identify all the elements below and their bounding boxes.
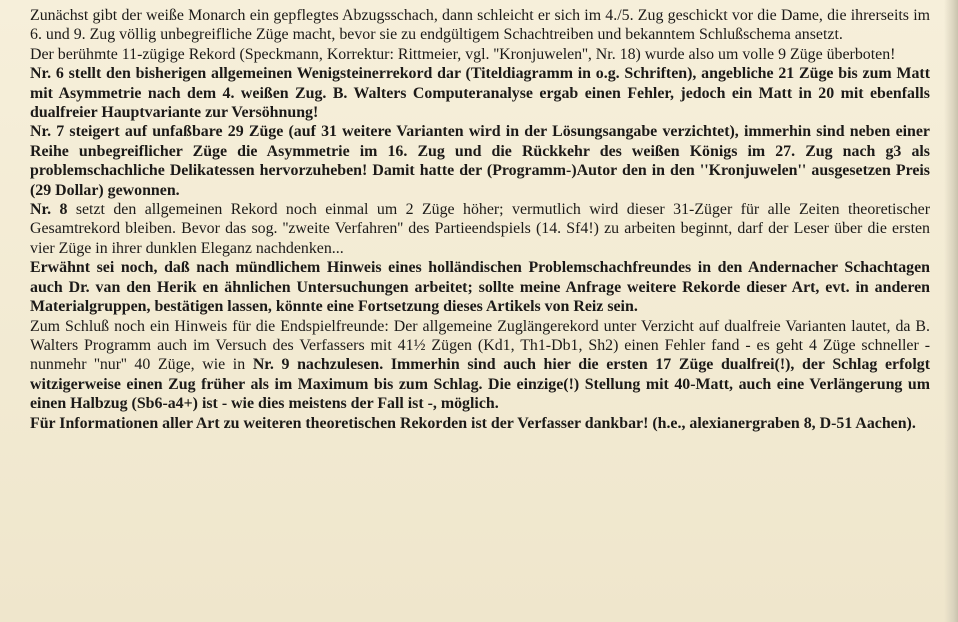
paragraph-informationen [30,414,930,433]
endspiel-text: Zum Schluß noch ein Hinweis für die Endspielfreunde: Der allgemeine Zuglängerekord unter Verzicht auf dualfreie Varianten lautet, da B. Walters Programm auch im Versuch des Verfassers mit 41½ Zügen (Kd1, Th1-Db1, Sh2) einen Fehler fand - es geht 4 Züge schneller - nunmehr ''nur'' 40 Züge, wie in [30,317,930,374]
informationen-text: Für Informationen aller Art zu weiteren theoretischen Rekorden ist der Verfasser dankbar! (h.e., alexianergraben 8, D-51 Aachen). [30,414,916,432]
nr9-label: Nr. 9 [252,356,290,374]
paragraph-2 [30,45,930,64]
paragraph-1-text: Zunächst gibt der weiße Monarch ein gepflegtes Abzugsschach, dann schleicht er sich im 4./5. Zug geschickt vor die Dame, die ihrerseits im 6. und 9. Zug völlig unbegreifliche Züge macht, bevor sie zu endgültigem Schachtreiben und bekanntem Schlußschema ansetzt. [30,7,930,44]
nr9-text: nachzulesen. Immerhin sind auch hier die ersten 17 Züge dualfrei(!), der Schlag erfolgt witzigerweise einen Zug früher als im Maximum bis zum Schlag. Die einzige(!) Stellung mit 40-Matt, auch eine Verlängerung um einen Halbzug (Sb6-a4+) ist - wie dies meistens der Fall ist -, möglich. [30,356,930,413]
paragraph-nr8 [30,200,930,258]
nr6-label: Nr. 6 [30,65,64,83]
paragraph-endspiel [30,317,930,414]
paragraph-2-text: Der berühmte 11-zügige Rekord (Speckmann, Korrektur: Rittmeier, vgl. ''Kronjuwelen'', Nr. 18) wurde also um volle 9 Züge überboten! [30,45,896,63]
nr8-text: setzt den allgemeinen Rekord noch einmal um 2 Züge höher; vermutlich wird dieser 31-Züger für alle Zeiten theoretischer Gesamtrekord bleiben. Bevor das sog. ''zweite Verfahren'' des Partieendspiels (14. Sf4!) zu arbeiten beginnt, darf der Leser über die ersten vier Züge in ihrer dunklen Eleganz nachdenken... [30,201,930,257]
paragraph-nr6 [30,64,930,122]
nr8-label: Nr. 8 [30,201,68,219]
page-edge-shadow [944,0,958,622]
erwaehnt-text: Erwähnt sei noch, daß nach mündlichem Hinweis eines holländischen Problemschachfreundes in den Andernacher Schachtagen auch Dr. van den Herik en ähnlichen Untersuchungen arbeitet; sollte meine Anfrage weitere Rekorde dieser Art, evt. in anderen Materialgruppen, bestätigen lassen, könnte eine Fortsetzung dieses Artikels von Reiz sein. [30,259,930,316]
paragraph-nr7 [30,122,930,200]
article-text [30,6,930,433]
paragraph-erwaehnt [30,258,930,316]
nr7-label: Nr. 7 [30,123,65,141]
nr7-text: steigert auf unfaßbare 29 Züge (auf 31 weitere Varianten wird in der Lösungsangabe verzichtet), immerhin sind neben einer Reihe unbegreiflicher Züge die Asymmetrie im 16. Zug und die Rückkehr des weißen Königs im 27. Zug nach g3 als problemschachliche Delikatessen hervorzuheben! Damit hatte der (Programm-)Autor den in den ''Kronjuwelen'' ausgesetzen Preis (29 Dollar) gewonnen. [30,123,930,199]
paragraph-1 [30,6,930,45]
nr6-text: stellt den bisherigen allgemeinen Wenigsteinerrekord dar (Titeldiagramm in o.g. Schriften), angebliche 21 Züge bis zum Matt mit Asymmetrie nach dem 4. weißen Zug. B. Walters Computeranalyse ergab einen Fehler, jedoch ein Matt in 20 mit ebenfalls dualfreier Hauptvariante zur Versöhnung! [30,65,930,122]
